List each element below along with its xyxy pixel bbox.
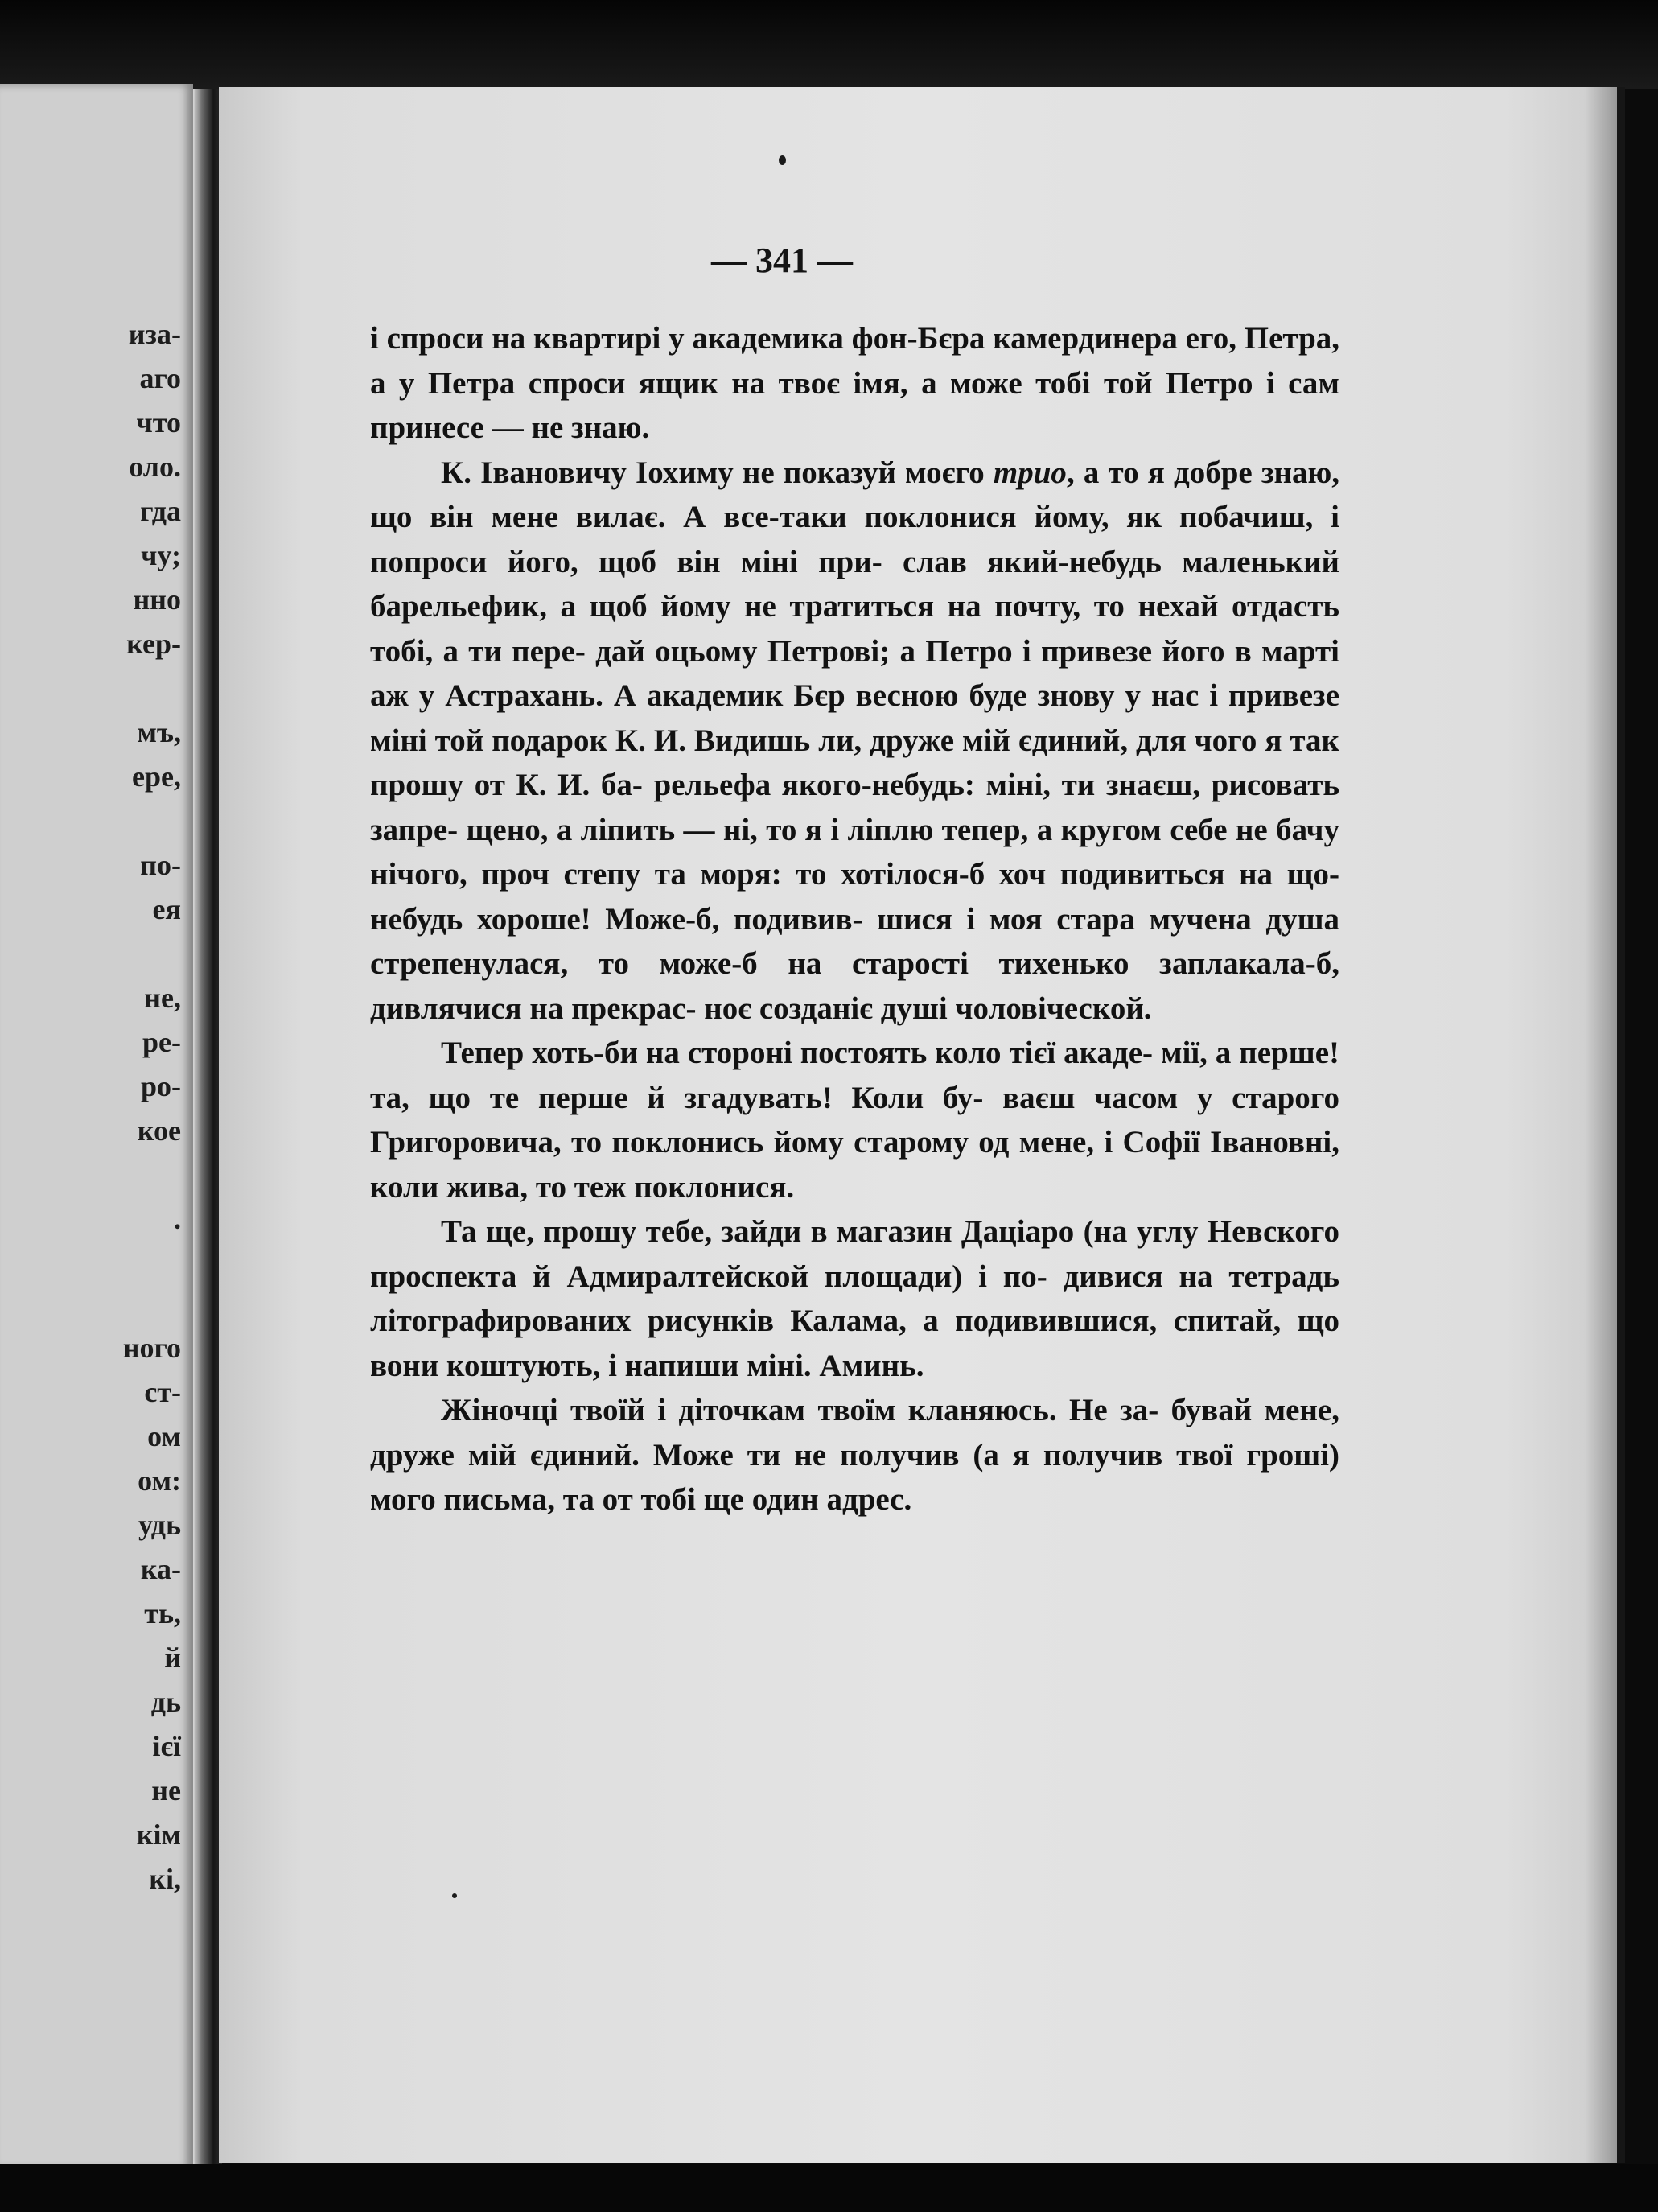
text-line: а подивившися, спитай, що вони коштують, і напиши [370,1304,1339,1383]
facing-line: ея [152,893,181,925]
text-line: хоч подивиться на що-небудь хороше! Може-б, подивив- [370,857,1340,937]
text-line: , а то [1066,455,1139,490]
text-line: бувай мене, друже мій єдиний. Може ти не получив [370,1393,1340,1473]
ink-speck [779,155,786,165]
text-line: слав який-небудь маленький барельефик, а щоб йому не [370,544,1340,624]
text-line: его, Петра, а у Петра спроси ящик на твоє імя, а [370,321,1340,401]
text-line: Жіночці твоїй і діточкам твоїм кланяюсь. Не за- [441,1393,1159,1427]
facing-line: ного [122,1332,181,1364]
text-line: рельефа якого-небудь: міні, ти знаєш, рисовать запре- [370,768,1340,847]
facing-line: кі, [149,1863,181,1895]
facing-line: ть, [144,1597,181,1629]
text-line: Невского проспекта й Адмиралтейской площади) і по- [370,1214,1339,1294]
facing-line: ст- [144,1376,181,1408]
facing-line: иза- [128,318,181,350]
text-line: Та ще, прошу тебе, зайди в магазин Даціаро (на углу [441,1214,1199,1249]
text-line: ваєш часом у старого Григоровича, то поклонись йому [370,1080,1340,1160]
facing-page-fragment [0,84,193,2169]
facing-line: ере, [132,760,181,793]
facing-line: кер- [126,628,181,660]
book-page [219,87,1625,2163]
facing-line: по- [140,849,181,881]
facing-line: . [174,1203,181,1235]
page-edge-shadow [1585,87,1617,2163]
facing-line: не [151,1774,181,1806]
facing-line: ро- [140,1070,181,1102]
text-line: тратиться на почту, то нехай отдасть тобі, а ти пере- [370,589,1339,669]
text-line: може тобі той Петро і сам принесе — не знаю. [370,365,1340,445]
facing-line: удь [138,1509,181,1541]
facing-line: мъ, [137,716,181,748]
paragraph [370,1031,1339,1209]
text-line: себе не бачу нічого, проч степу та моря: то хотілося-б [370,812,1340,892]
text-line: поклонися. [634,1169,795,1205]
facing-line: оло. [129,451,181,483]
text-line: друже мій єдиний, для чого я так прошу от К. И. ба- [370,723,1339,802]
text-line: аж у Астрахань. А академик Бєр весною буде знову [370,678,1115,713]
facing-line: ієї [152,1730,181,1762]
scan-bottom-border [0,2164,1658,2212]
book-binding-shadow [193,89,222,2165]
italic-word: трио [993,455,1067,490]
facing-line: нно [133,583,181,616]
facing-line: гда [140,495,181,527]
facing-line: кое [137,1114,181,1147]
text-line: (а я получив твої гроші) мого письма, та от тобі ще [370,1437,1340,1517]
text-line: дивися на тетрадь літографированих рисунків Калама, [370,1258,1339,1338]
paragraph [370,1388,1339,1522]
text-line: у нас і привезе міні той подарок К. И. Видишь ли, [370,678,1340,758]
text-line: міні. Аминь. [747,1348,924,1383]
text-line: мії, а перше! та, що те перше й згадувать! Коли бу- [370,1036,1339,1115]
text-line: Тепер хоть-би на стороні постоять коло тієї акаде- [441,1036,1153,1070]
scan-top-border [0,0,1658,89]
letter-body [370,316,1339,1522]
text-line: щено, а ліпить — ні, то я і ліплю тепер, а кругом [466,812,1162,847]
text-line: і спроси на квартирі у академика фон-Бєра камердинера [370,321,1178,356]
text-line: один адрес. [751,1482,912,1517]
facing-line: аго [139,362,181,394]
facing-line: ка- [140,1553,181,1585]
text-line: на старості тихенько заплакала-б, дивлячися на прекрас- [370,946,1339,1026]
facing-line: й [164,1641,181,1674]
text-line: К. Івановичу Іохиму не показуй моєго [441,455,994,490]
facing-line: ом: [138,1464,181,1497]
page-number: — 341 — [711,241,853,280]
facing-line: ом [147,1420,181,1452]
facing-line: не, [144,982,181,1014]
facing-line: дь [150,1686,181,1718]
ink-speck [452,1893,457,1898]
paragraph [370,451,1339,1032]
text-line: нoє созданіє душі чоловіческой. [704,991,1152,1026]
paragraph [370,316,1339,451]
facing-line: ре- [142,1026,181,1058]
paragraph [370,1209,1339,1388]
text-line: дай оцьому Петрові; а Петро і привезе його в марті [595,633,1340,669]
facing-line: что [136,406,181,439]
facing-line: чу; [141,539,181,571]
facing-line: кім [136,1819,181,1851]
text-line: я добре знаю, що він мене вилає. А все-таки поклонися [370,455,1340,534]
text-line: йому, як побачиш, і попроси його, щоб він міні при- [370,500,1339,579]
text-line: шися і моя стара мучена душа стрепенулася, то може-б [370,901,1339,981]
text-line: старому од мене, і Софії Івановні, коли жива, то теж [370,1125,1339,1205]
